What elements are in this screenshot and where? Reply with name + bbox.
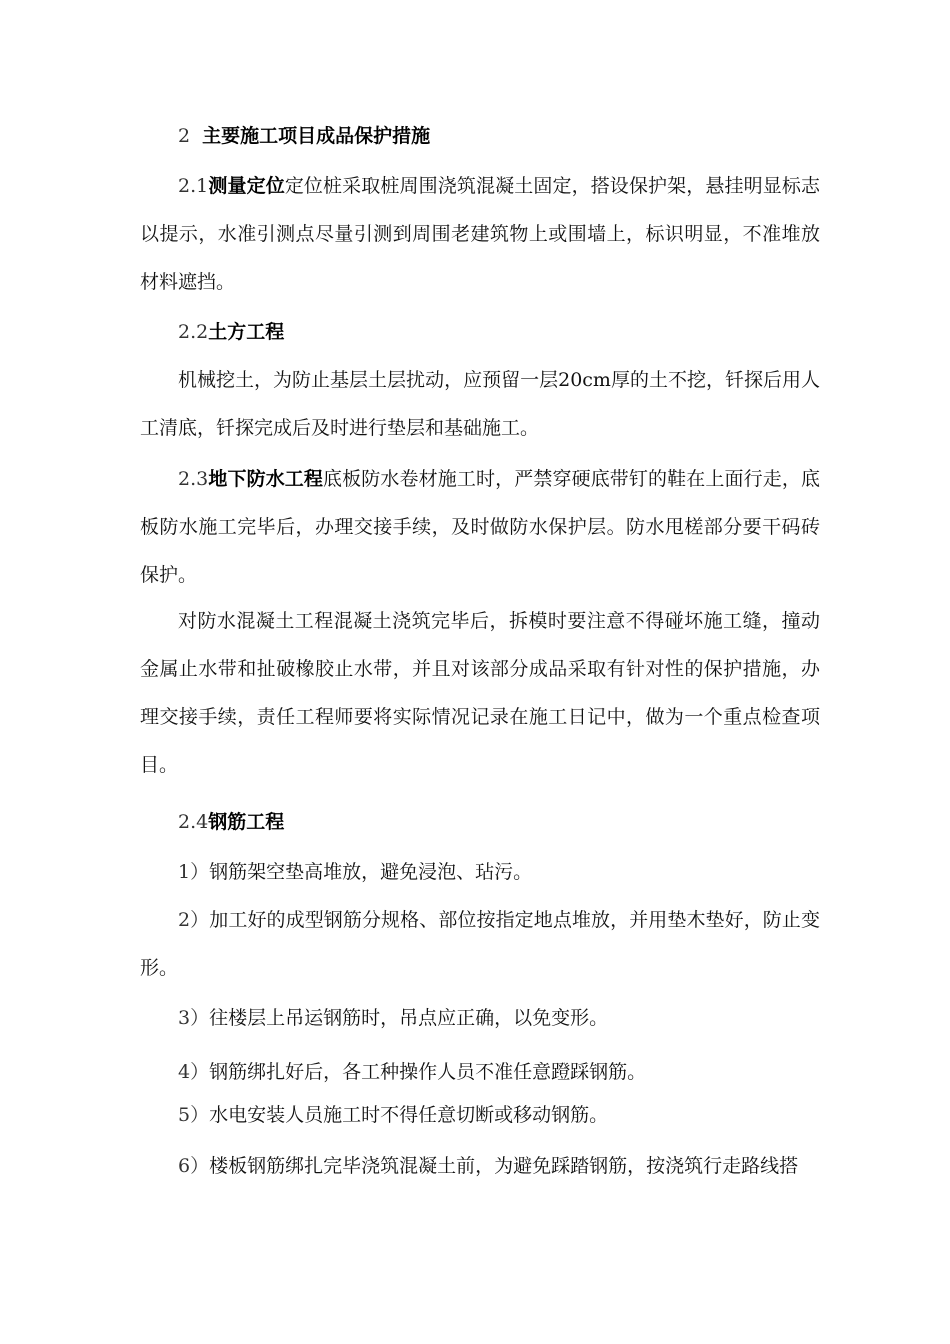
paragraph-2-2: [140, 356, 820, 452]
list-item-number: 6）: [178, 1155, 210, 1177]
list-item: [140, 1048, 820, 1096]
list-item-text: 往楼层上吊运钢筋时，吊点应正确，以免变形。: [209, 1007, 609, 1029]
s21-number: 2.1: [178, 175, 209, 197]
list-item: [140, 994, 820, 1042]
s21-heading: 测量定位: [208, 175, 285, 197]
s23-text2: 对防水混凝土工程混凝土浇筑完毕后，拆模时要注意不得碰坏施工缝，撞动金属止水带和扯破橡胶止水带，并且对该部分成品采取有针对性的保护措施，办理交接手续，责任工程师要将实际情况记录在施工日记中，做为一个重点检查项目。: [140, 610, 820, 776]
s22-heading: 土方工程: [208, 321, 285, 343]
list-item-text: 楼板钢筋绑扎完毕浇筑混凝土前，为避免踩踏钢筋，按浇筑行走路线搭: [209, 1155, 799, 1177]
list-item-text: 钢筋架空垫高堆放，避免浸泡、玷污。: [209, 861, 533, 883]
section-heading: [140, 112, 820, 160]
list-item-text: 加工好的成型钢筋分规格、部位按指定地点堆放，并用垫木垫好，防止变形。: [140, 909, 820, 979]
s23-text: 底板防水卷材施工时，严禁穿硬底带钉的鞋在上面行走，底板防水施工完毕后，办理交接手续，及时做防水保护层。防水甩槎部分要干码砖保护。: [140, 468, 820, 586]
list-item: [140, 1091, 820, 1139]
s22-number: 2.2: [178, 321, 209, 343]
list-item-text: 水电安装人员施工时不得任意切断或移动钢筋。: [209, 1104, 609, 1126]
s22-text: 机械挖土，为防止基层土层扰动，应预留一层20cm厚的土不挖，钎探后用人工清底，钎探完成后及时进行垫层和基础施工。: [140, 369, 820, 439]
list-item-text: 钢筋绑扎好后，各工种操作人员不准任意蹬踩钢筋。: [209, 1061, 647, 1083]
list-item-number: 5）: [178, 1104, 210, 1126]
list-item: [140, 1142, 820, 1190]
s23-heading: 地下防水工程: [208, 468, 324, 490]
paragraph-2-2-heading: [140, 308, 820, 356]
s24-heading: 钢筋工程: [208, 811, 285, 833]
list-item: [140, 848, 820, 896]
list-item: [140, 896, 820, 992]
paragraph-2-3: [140, 455, 820, 599]
s24-number: 2.4: [178, 811, 209, 833]
paragraph-2-3-b: [140, 597, 820, 789]
section-title: 主要施工项目成品保护措施: [202, 125, 431, 147]
list-item-number: 4）: [178, 1061, 210, 1083]
s23-number: 2.3: [178, 468, 209, 490]
list-item-number: 2）: [178, 909, 210, 931]
list-item-number: 3）: [178, 1007, 210, 1029]
s21-text: 定位桩采取桩周围浇筑混凝土固定，搭设保护架，悬挂明显标志以提示，水准引测点尽量引测到周围老建筑物上或围墙上，标识明显，不准堆放材料遮挡。: [140, 175, 820, 293]
paragraph-2-1: [140, 162, 820, 306]
paragraph-2-4-heading: [140, 798, 820, 846]
list-item-number: 1）: [178, 861, 210, 883]
section-number: 2: [178, 125, 191, 147]
